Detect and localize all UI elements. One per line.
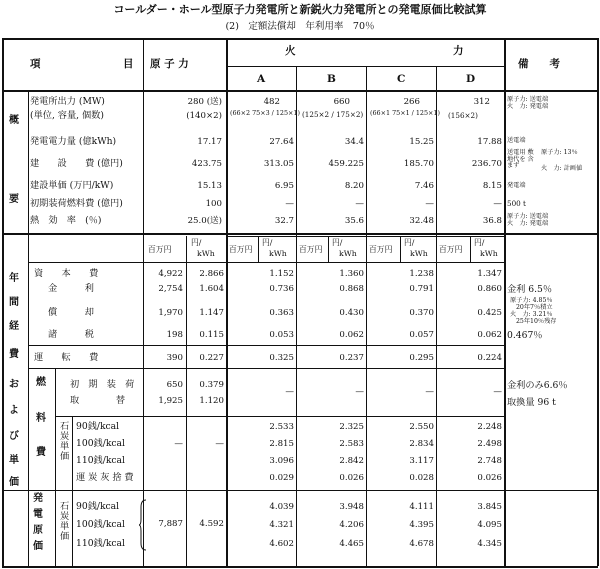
row-output-b: 660	[333, 97, 350, 107]
unit-a-kwh: kWh	[269, 249, 287, 258]
depreciation-d: 0.425	[477, 308, 502, 318]
col-cd-divider	[436, 66, 437, 566]
row-efficiency-b: 35.6	[344, 216, 364, 226]
header-thermal-right: 力	[453, 45, 464, 57]
side-annual-3: 経	[9, 321, 19, 332]
capital-label: 資 本 費	[34, 268, 99, 279]
row-unit-label: (単位, 容量, 個数)	[30, 110, 104, 121]
depreciation-a: 0.363	[269, 308, 294, 318]
row-output-c: 266	[403, 97, 420, 107]
gen-110-d: 4.345	[477, 539, 502, 549]
tax-n2: 0.115	[199, 330, 224, 340]
remark-construction-rate-2: 火 力: 計画値	[541, 165, 583, 172]
unit-nuclear-yen: 円/	[191, 238, 202, 247]
row-efficiency-nuclear: 25.0(送)	[187, 216, 222, 226]
row-initial-fuel-d: —	[493, 199, 502, 209]
tax-c: 0.057	[409, 330, 434, 340]
gen-90-d: 3.845	[477, 502, 502, 512]
gen-side-3: 原	[33, 525, 43, 536]
row-unit-cost-label: 建設単価 (万円/kW)	[30, 180, 114, 191]
gen-110-c: 4.678	[409, 539, 434, 549]
header-thermal-left: 火	[285, 45, 296, 57]
col-ab-divider	[296, 66, 297, 566]
gen-coal-side-3: 単	[60, 521, 70, 532]
coal-90-a: 2.533	[269, 422, 294, 432]
tax-label: 諸 税	[48, 329, 94, 340]
header-item-right: 目	[123, 58, 134, 70]
operation-d: 0.224	[477, 353, 502, 363]
ash-b: 0.026	[339, 473, 364, 483]
fuel-bottom-line	[2, 490, 598, 491]
side-annual-8: 単	[9, 455, 19, 466]
unit-b-kwh: kWh	[339, 249, 357, 258]
ash-a: 0.029	[269, 473, 294, 483]
gen-100-b: 4.206	[339, 520, 364, 530]
initial-load-d: —	[493, 387, 502, 397]
remark-interest-rate: 金利 6.5％	[507, 284, 553, 295]
operation-label: 運 転 費	[34, 352, 99, 363]
unit-d-kwh: kWh	[480, 249, 498, 258]
ash-label: 運 炭 灰 捨 費	[76, 472, 134, 483]
interest-n1: 2,754	[158, 284, 183, 294]
row-efficiency-c: 32.48	[409, 216, 434, 226]
side-annual-7: び	[9, 431, 19, 442]
side-outline-2: 要	[9, 194, 19, 205]
gen-100-c: 4.395	[409, 520, 434, 530]
gen-110-label: 110銭/kcal	[76, 538, 125, 549]
row-efficiency-label: 熱 効 率 (％)	[30, 215, 102, 226]
row-efficiency-d: 36.8	[482, 216, 502, 226]
a-unit-divider	[258, 236, 259, 262]
row-construction-c: 185.70	[403, 159, 434, 169]
unit-d-yen: 円/	[474, 238, 485, 247]
capital-c: 1.238	[409, 269, 434, 279]
row-unit-nuclear: (140×2)	[186, 111, 222, 121]
remark-construction: 送電用 敷地代を 含まず	[507, 149, 534, 169]
table-right-border	[597, 38, 599, 566]
capital-b: 1.360	[339, 269, 364, 279]
coal-nuclear-n2: —	[215, 439, 224, 449]
gen-100-a: 4.321	[269, 520, 294, 530]
row-construction-label: 建 設 費 (億円)	[30, 158, 123, 169]
initial-load-b: —	[355, 387, 364, 397]
remark-efficiency-2: 火 力: 発電端	[507, 220, 549, 227]
header-nuclear: 原 子 力	[150, 58, 189, 70]
table-left-border	[2, 38, 4, 566]
tax-a: 0.053	[269, 330, 294, 340]
row-construction-b: 459.225	[328, 159, 364, 169]
side-annual-2: 間	[9, 297, 19, 308]
remark-dep: 0.467％	[507, 330, 543, 341]
tax-b: 0.062	[339, 330, 364, 340]
replacement-n2: 1.120	[199, 396, 224, 406]
remark-construction-rate-1: 原子力: 13％	[541, 149, 578, 156]
remark-energy: 送電端	[507, 137, 526, 144]
gen-coal-side-4: 価	[60, 531, 70, 542]
row-construction-d: 236.70	[471, 159, 502, 169]
gen-n2: 4.592	[199, 519, 224, 529]
coal-100-d: 2.498	[477, 439, 502, 449]
remark-output-1: 原子力: 送電端	[507, 96, 549, 103]
interest-n2: 1.604	[199, 284, 224, 294]
row-construction-nuclear: 423.75	[191, 159, 222, 169]
row-efficiency-a: 32.7	[274, 216, 294, 226]
unit-nuclear-myen: 百万円	[148, 245, 172, 254]
interest-d: 0.860	[477, 284, 502, 294]
document-subtitle: (2) 定額法償却 年利用率 70％	[225, 21, 375, 32]
gen-side-4: 価	[33, 541, 43, 552]
row-unit-a: (66×2 75×3 / 125×1)	[230, 109, 300, 117]
ash-c: 0.028	[409, 473, 434, 483]
row-energy-b: 34.4	[344, 137, 364, 147]
header-bottom-border	[2, 90, 598, 92]
row-initial-fuel-c: —	[425, 199, 434, 209]
coal-110-b: 2.842	[339, 456, 364, 466]
side-divider	[28, 90, 29, 566]
remark-detail-2: 20年7％積立	[516, 304, 553, 311]
fuel-side-1: 燃	[36, 377, 46, 388]
coal-nuclear-n1: —	[174, 439, 183, 449]
depreciation-n2: 1.147	[199, 308, 224, 318]
coal-110-a: 3.096	[269, 456, 294, 466]
document-title: コールダー・ホール型原子力発電所と新鋭火力発電所との発電原価比較試算	[113, 3, 487, 16]
coal-90-label: 90銭/kcal	[76, 421, 120, 432]
gen-side-2: 電	[33, 509, 43, 520]
row-energy-a: 27.64	[269, 137, 294, 147]
header-item-left: 項	[30, 58, 41, 70]
replacement-label: 取 替	[70, 395, 126, 406]
operation-bottom-line	[28, 368, 504, 369]
d-unit-divider	[470, 236, 471, 262]
row-unit-d: (156×2)	[448, 111, 478, 120]
initial-load-label: 初 期 装 荷	[70, 379, 135, 390]
coal-100-label: 100銭/kcal	[76, 438, 125, 449]
remark-output-2: 火 力: 発電端	[507, 103, 549, 110]
initial-load-n1: 650	[166, 380, 183, 390]
coal-side-divider	[72, 416, 73, 566]
header-col-b: B	[327, 73, 336, 85]
unit-a-yen: 円/	[262, 238, 273, 247]
header-col-a: A	[257, 73, 266, 85]
header-col-c: C	[397, 73, 406, 85]
coal-side-2: 炭	[60, 431, 70, 442]
interest-b: 0.868	[339, 284, 364, 294]
coal-90-c: 2.550	[409, 422, 434, 432]
row-unit-cost-a: 6.95	[274, 181, 294, 191]
unit-a-myen: 百万円	[229, 245, 253, 254]
row-initial-fuel-label: 初期装荷燃料費 (億円)	[30, 198, 123, 209]
remark-exchange: 取換量 96 t	[507, 397, 556, 408]
gen-110-b: 4.465	[339, 539, 364, 549]
replacement-n1: 1,925	[158, 396, 183, 406]
initial-load-n2: 0.379	[199, 380, 224, 390]
remark-detail-3: 火 力: 3.21％	[510, 311, 553, 318]
row-output-label: 発電所出力 (MW)	[30, 96, 105, 107]
remark-interest-only: 金利のみ6.6％	[507, 380, 568, 391]
coal-side-4: 価	[60, 451, 70, 462]
nuclear-unit-divider	[186, 236, 187, 566]
gen-coal-side-2: 炭	[60, 511, 70, 522]
capital-a: 1.152	[269, 269, 294, 279]
tax-n1: 198	[166, 330, 183, 340]
side-outline-1: 概	[9, 115, 19, 126]
coal-110-d: 2.748	[477, 456, 502, 466]
unit-d-myen: 百万円	[439, 245, 463, 254]
row-initial-fuel-nuclear: 100	[205, 199, 222, 209]
initial-load-a: —	[285, 387, 294, 397]
coal-100-b: 2.583	[339, 439, 364, 449]
fuel-side-2: 料	[36, 413, 46, 424]
capital-bottom-line	[28, 345, 504, 346]
row-unit-cost-c: 7.46	[414, 181, 434, 191]
row-unit-cost-d: 8.15	[482, 181, 502, 191]
remark-initial-fuel: 500 t	[507, 199, 526, 208]
interest-a: 0.736	[269, 284, 294, 294]
table-top-border	[2, 38, 598, 40]
side-annual-1: 年	[9, 273, 19, 284]
unit-b-yen: 円/	[332, 238, 343, 247]
ash-d: 0.026	[477, 473, 502, 483]
c-unit-divider	[400, 236, 401, 262]
operation-n2: 0.227	[199, 353, 224, 363]
gen-90-c: 4.111	[409, 502, 434, 512]
coal-110-label: 110銭/kcal	[76, 455, 125, 466]
unit-nuclear-kwh: kWh	[197, 249, 215, 258]
side-annual-9: 価	[9, 477, 19, 488]
unit-b-myen: 百万円	[299, 245, 323, 254]
tax-d: 0.062	[477, 330, 502, 340]
col-bc-divider	[366, 66, 367, 566]
capital-n1: 4,922	[158, 269, 183, 279]
coal-100-c: 2.834	[409, 439, 434, 449]
units-bottom-line	[28, 262, 504, 263]
b-unit-divider	[328, 236, 329, 262]
gen-100-d: 4.095	[477, 520, 502, 530]
gen-90-label: 90銭/kcal	[76, 501, 120, 512]
row-unit-cost-nuclear: 15.13	[197, 181, 222, 191]
table-bottom-border	[2, 566, 598, 568]
row-output-d: 312	[473, 97, 490, 107]
depreciation-label: 償 却	[48, 307, 94, 318]
coal-110-c: 3.117	[409, 456, 434, 466]
initial-load-c: —	[425, 387, 434, 397]
gen-coal-side-1: 石	[60, 501, 70, 512]
operation-n1: 390	[166, 353, 183, 363]
row-energy-c: 15.25	[409, 137, 434, 147]
fuel-side-divider	[55, 368, 56, 566]
gen-n1: 7,887	[158, 519, 183, 529]
item-divider	[143, 38, 144, 566]
remark-detail-4: 25年10％残存	[516, 318, 557, 325]
side-annual-6: よ	[9, 405, 19, 416]
coal-90-d: 2.248	[477, 422, 502, 432]
operation-a: 0.325	[269, 353, 294, 363]
row-energy-label: 発電電力量 (億kWh)	[30, 136, 117, 147]
unit-c-yen: 円/	[404, 238, 415, 247]
coal-100-a: 2.815	[269, 439, 294, 449]
row-unit-c: (66×1 75×1 / 125×1)	[370, 109, 440, 117]
gen-90-a: 4.039	[269, 502, 294, 512]
capital-d: 1.347	[477, 269, 502, 279]
remark-detail-1: 原子力: 4.85％	[510, 297, 553, 304]
coal-side-1: 石	[60, 421, 70, 432]
remark-unit-cost: 発電端	[507, 182, 526, 189]
header-col-d: D	[466, 73, 476, 85]
unit-c-kwh: kWh	[410, 249, 428, 258]
overview-bottom-border	[2, 233, 598, 235]
coal-90-b: 2.325	[339, 422, 364, 432]
gen-side-1: 発	[33, 493, 43, 504]
header-remarks: 備 考	[518, 58, 560, 70]
capital-n2: 2.866	[199, 269, 224, 279]
gen-110-a: 4.602	[269, 539, 294, 549]
operation-c: 0.295	[409, 353, 434, 363]
row-initial-fuel-b: —	[355, 199, 364, 209]
depreciation-b: 0.430	[339, 308, 364, 318]
fuel-side-3: 費	[36, 447, 46, 458]
interest-c: 0.791	[409, 284, 434, 294]
row-unit-cost-b: 8.20	[344, 181, 364, 191]
nuclear-divider	[226, 38, 228, 566]
remarks-divider	[504, 38, 506, 566]
operation-b: 0.237	[339, 353, 364, 363]
side-annual-4: 費	[9, 349, 19, 360]
row-output-a: 482	[263, 97, 280, 107]
depreciation-c: 0.370	[409, 308, 434, 318]
row-construction-a: 313.05	[263, 159, 294, 169]
row-energy-nuclear: 17.17	[197, 137, 222, 147]
depreciation-n1: 1,970	[158, 308, 183, 318]
remark-efficiency-1: 原子力: 送電端	[507, 213, 549, 220]
side-annual-5: お	[9, 379, 19, 390]
row-output-nuclear: 280 (送)	[187, 97, 222, 107]
row-unit-b: (125×2 / 175×2)	[302, 110, 364, 119]
unit-c-myen: 百万円	[369, 245, 393, 254]
coal-side-3: 単	[60, 441, 70, 452]
gen-90-b: 3.948	[339, 502, 364, 512]
interest-label: 金 利	[48, 283, 94, 294]
row-initial-fuel-a: —	[285, 199, 294, 209]
row-energy-d: 17.88	[477, 137, 502, 147]
gen-100-label: 100銭/kcal	[76, 519, 125, 530]
